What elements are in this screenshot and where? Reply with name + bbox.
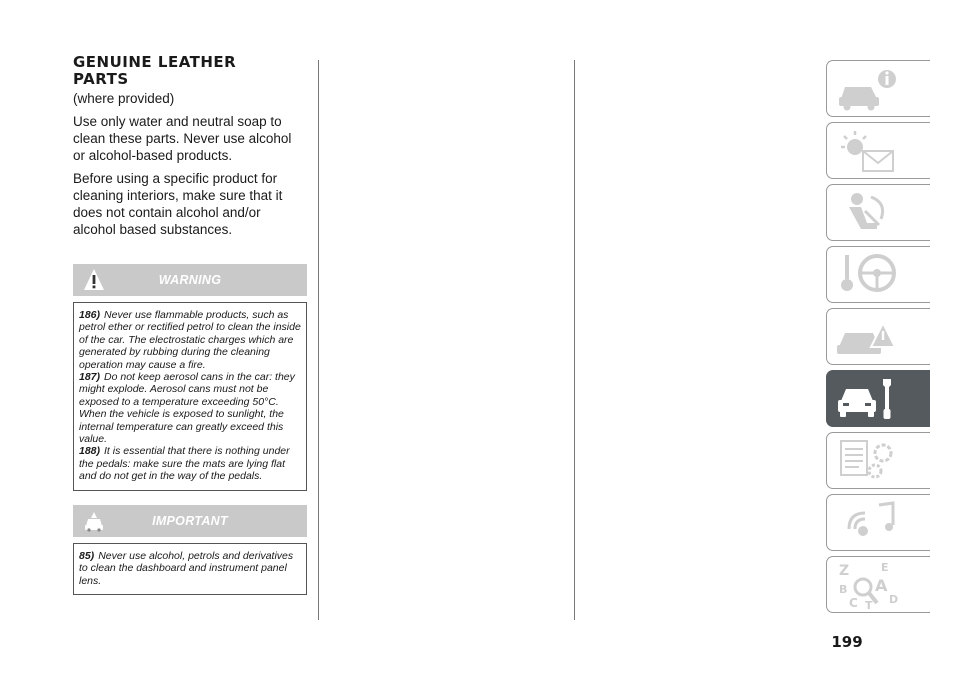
tab-multimedia[interactable]: [826, 494, 930, 551]
tab-starting-driving[interactable]: [826, 246, 930, 303]
svg-text:D: D: [889, 593, 899, 606]
car-info-icon: [835, 65, 899, 113]
car-caution-icon: [83, 509, 105, 533]
warning-item: 186) Never use flammable products, such as petrol ether or rectified petrol to clean the inside of the car. The electrostatic charges which are generated by rubbing during the cleaning operation may cause a fire.: [79, 309, 301, 371]
car-maintenance-icon: [835, 375, 899, 423]
tab-maintenance[interactable]: [826, 370, 930, 427]
column-divider: [574, 60, 575, 620]
paragraph: Before using a specific product for cleaning interiors, make sure that it does not contain alcohol and/or alcohol based substances.: [73, 171, 283, 237]
multimedia-icon: [835, 499, 899, 547]
column-divider: [318, 60, 319, 620]
tab-emergency[interactable]: [826, 308, 930, 365]
steering-key-icon: [835, 251, 899, 299]
important-box: [73, 505, 307, 595]
section-title: GENUINE LEATHER PARTS: [73, 53, 237, 88]
index-letters-icon: [835, 561, 899, 609]
svg-text:Z: Z: [839, 563, 850, 579]
important-item: 85) Never use alcohol, petrols and derivatives to clean the dashboard and instrument panel lens.: [79, 549, 294, 587]
warning-body: [73, 302, 307, 491]
warning-box: [73, 264, 307, 491]
svg-text:B: B: [839, 583, 848, 596]
section-subtitle: (where provided): [73, 91, 175, 106]
tab-technical-specs[interactable]: [826, 432, 930, 489]
left-column: [73, 54, 307, 595]
page-number: 199: [831, 633, 863, 651]
paragraph: Use only water and neutral soap to clean these parts. Never use alcohol or alcohol-based products.: [73, 114, 292, 163]
warning-item: 187) Do not keep aerosol cans in the car: they might explode. Aerosol cans must not be exposed to a temperature exceeding 50°C. When the vehicle is exposed to sunlight, the internal temperature can greatly exceed this value.: [79, 371, 295, 446]
lights-message-icon: [835, 127, 899, 175]
warning-item: 188) It is essential that there is nothing under the pedals: make sure the mats are lying flat and do not get in the way of the pedals.: [79, 445, 290, 483]
tab-car-info[interactable]: [826, 60, 930, 117]
specs-gears-icon: [835, 437, 899, 485]
tab-safety[interactable]: [826, 184, 930, 241]
svg-text:T: T: [865, 599, 873, 609]
warning-header: [73, 264, 307, 296]
important-title: IMPORTANT: [152, 513, 228, 528]
seat-airbag-icon: [835, 189, 899, 237]
tab-lights-messages[interactable]: [826, 122, 930, 179]
svg-text:A: A: [875, 576, 888, 595]
warning-triangle-icon: [83, 268, 105, 292]
car-emergency-icon: [835, 313, 899, 361]
chapter-tabs: [826, 60, 930, 618]
svg-text:C: C: [849, 596, 858, 609]
warning-title: WARNING: [158, 273, 222, 287]
tab-index[interactable]: [826, 556, 930, 613]
svg-text:E: E: [881, 561, 889, 574]
important-body: [73, 543, 307, 595]
important-header: [73, 505, 307, 537]
